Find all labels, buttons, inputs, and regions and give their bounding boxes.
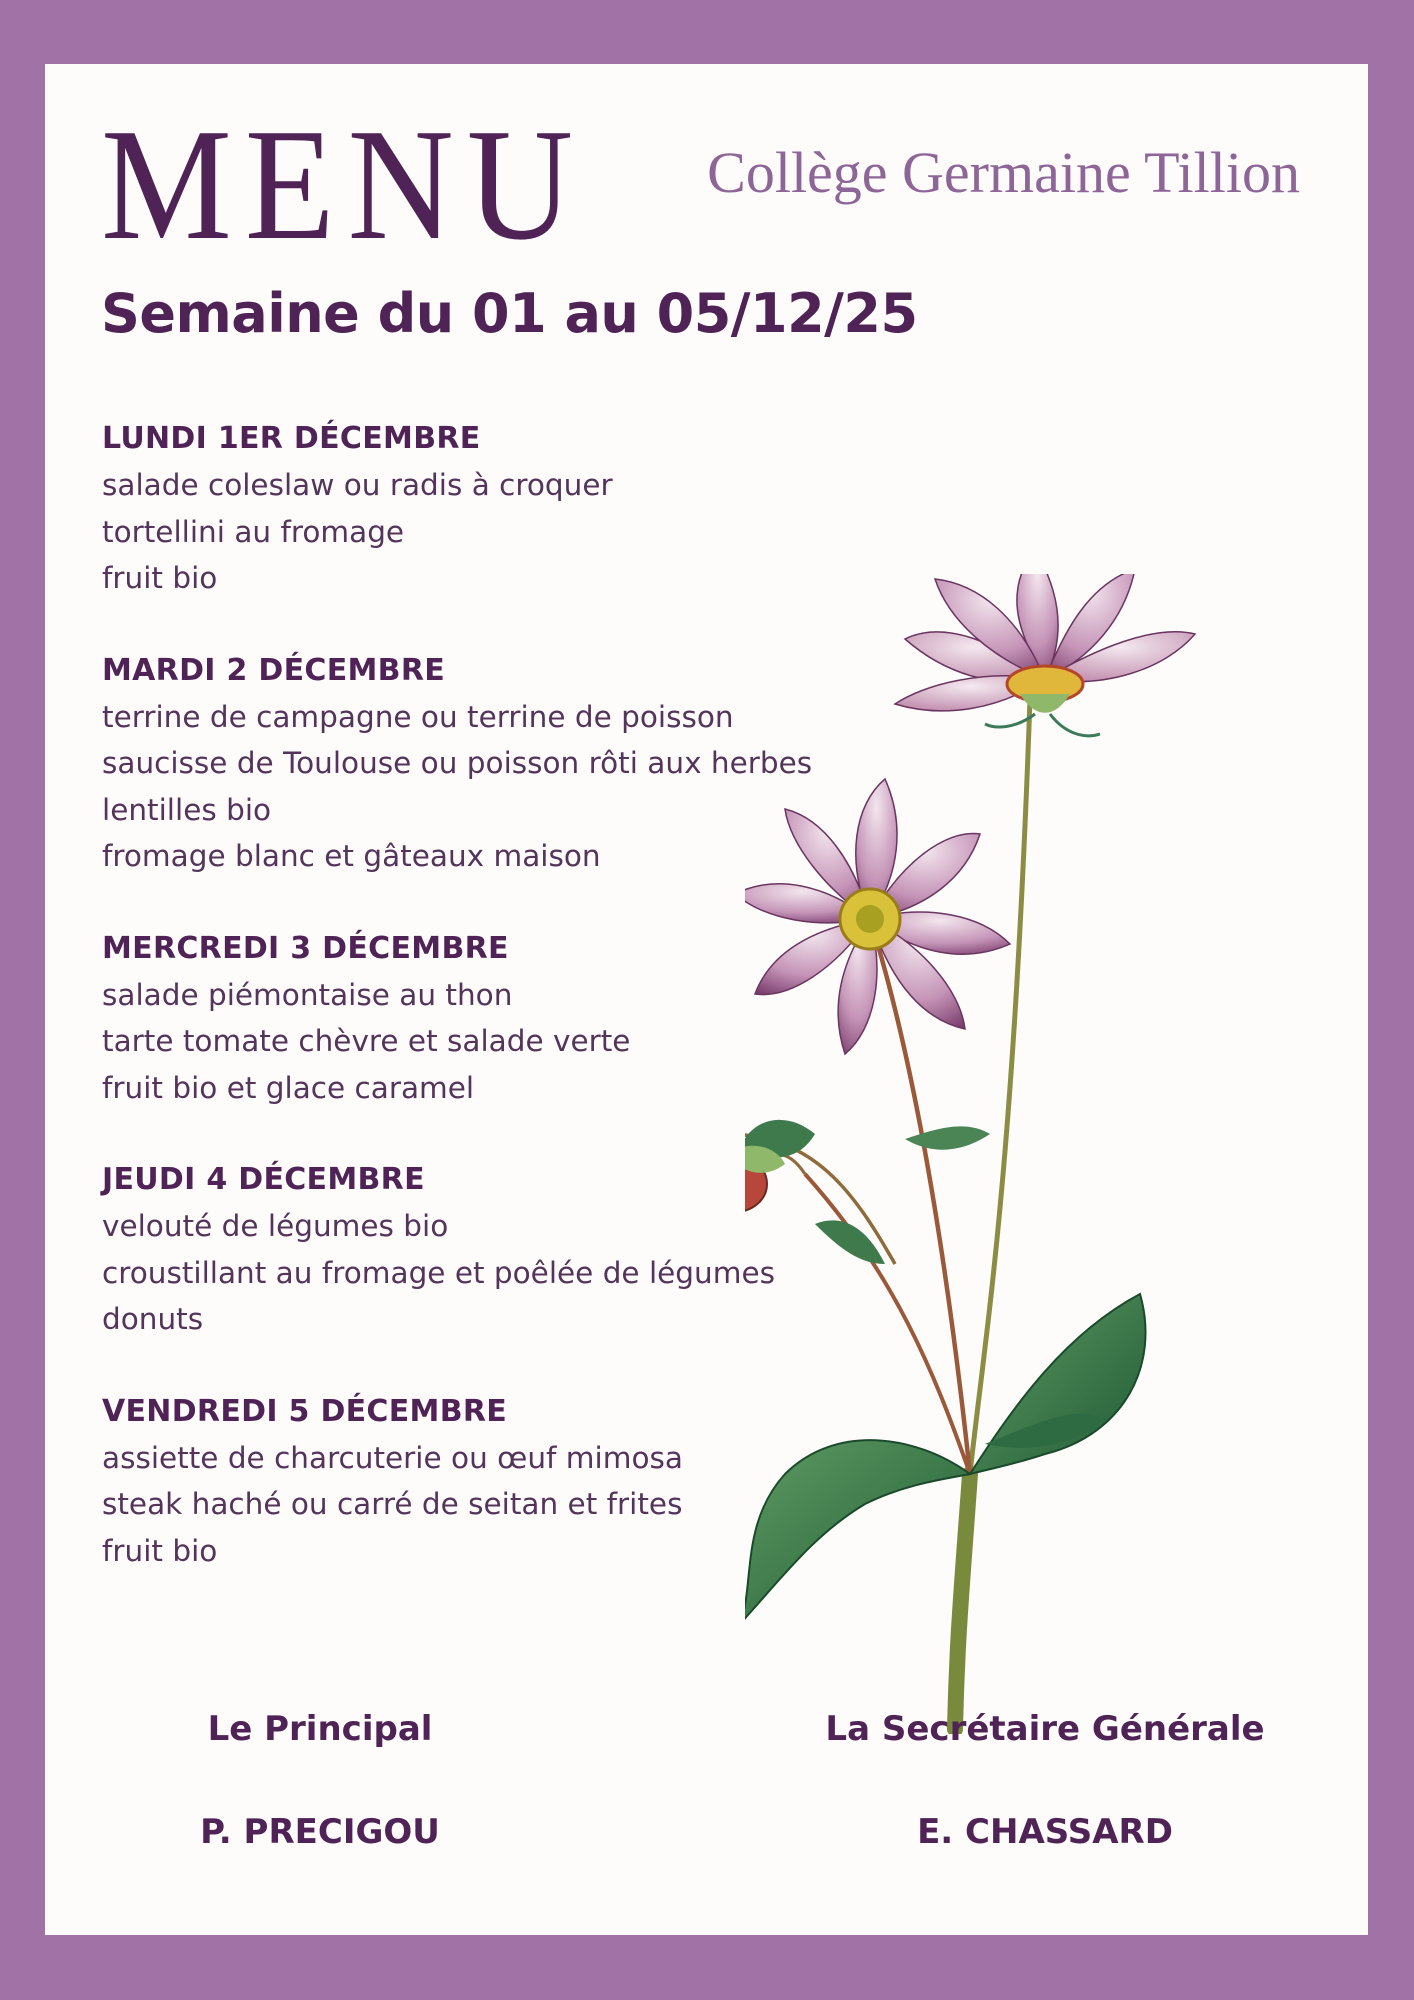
dish-item: saucisse de Toulouse ou poisson rôti aux herbes [102,746,813,780]
menu-card [45,64,1368,1935]
school-name: Collège Germaine Tillion [707,140,1300,205]
dish-item: salade piémontaise au thon [102,977,513,1012]
dish-item: fruit bio [102,561,218,595]
dish-item: tarte tomate chèvre et salade verte [102,1024,631,1058]
day-name: JEUDI 4 DÉCEMBRE [102,1162,425,1197]
dish-item: donuts [102,1302,204,1336]
dish-item: salade coleslaw ou radis à croquer [102,468,613,502]
dish-item: terrine de campagne ou terrine de poisson [102,699,734,734]
dish-item: steak haché ou carré de seitan et frites [102,1487,683,1521]
secretary-name: E. CHASSARD [917,1812,1173,1852]
week-heading: Semaine du 01 au 05/12/25 [101,282,918,345]
principal-name: P. PRECIGOU [200,1812,440,1852]
secretary-title: La Secrétaire Générale [825,1709,1265,1749]
menu-title: MENU [101,95,586,273]
day-name: MARDI 2 DÉCEMBRE [102,652,446,688]
dish-item: velouté de légumes bio [102,1209,449,1243]
dish-item: fruit bio et glace caramel [102,1070,475,1105]
dish-item: fromage blanc et gâteaux maison [102,839,601,873]
principal-title: Le Principal [207,1709,433,1749]
dish-item: lentilles bio [102,792,272,827]
dahlia-flower-illustration [745,574,1395,1734]
day-name: MERCREDI 3 DÉCEMBRE [102,930,509,966]
dish-item: fruit bio [102,1533,218,1568]
dish-item: tortellini au fromage [102,514,405,549]
dish-item: assiette de charcuterie ou œuf mimosa [102,1440,683,1475]
dish-item: croustillant au fromage et poêlée de légumes [102,1255,775,1290]
day-name: LUNDI 1ER DÉCEMBRE [102,421,481,456]
day-name: VENDREDI 5 DÉCEMBRE [102,1393,508,1429]
